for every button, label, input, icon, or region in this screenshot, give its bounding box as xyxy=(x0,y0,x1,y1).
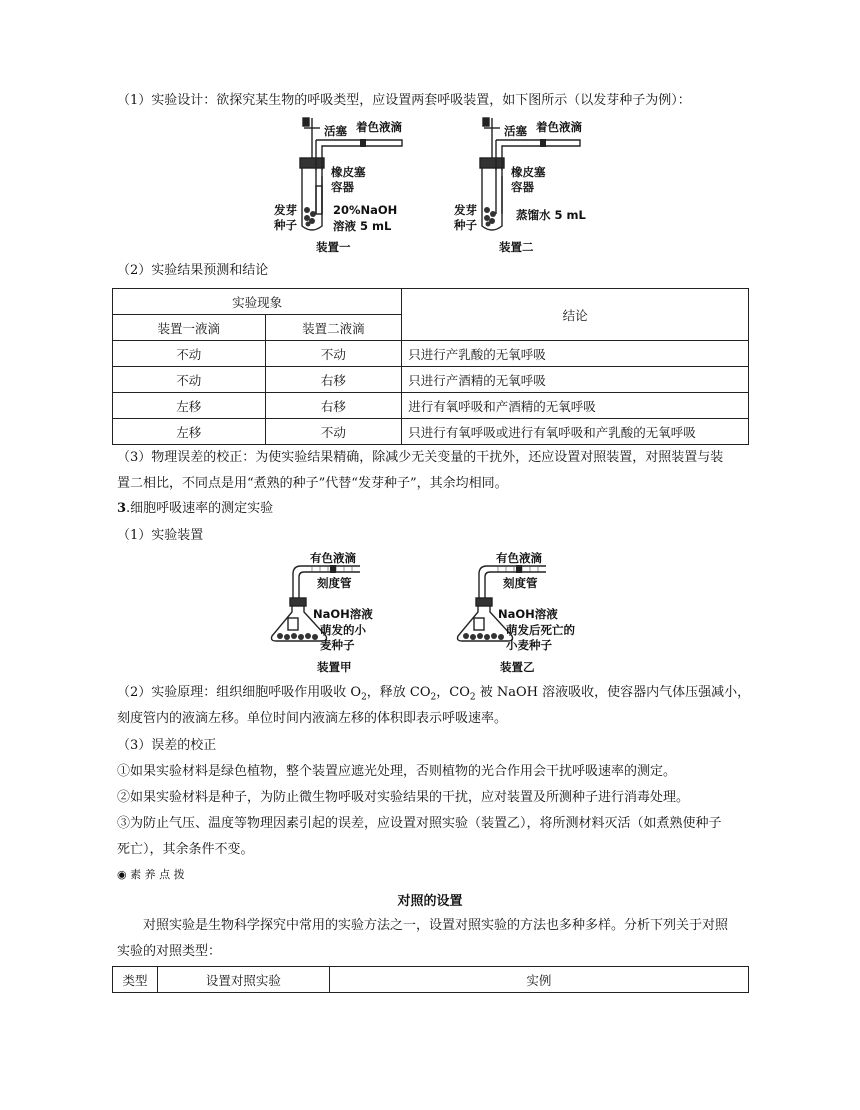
label-container-1: 容器 xyxy=(331,180,354,194)
label-drop-b: 有色液滴 xyxy=(496,551,542,565)
th-conclusion: 结论 xyxy=(402,289,749,341)
cell-conclusion: 只进行有氧呼吸或进行有氧呼吸和产乳酸的无氧呼吸 xyxy=(402,419,749,445)
subscript: 2 xyxy=(361,692,367,703)
error-correction-title: （3）误差的校正 xyxy=(117,738,217,753)
principle-part: ，CO xyxy=(436,685,470,700)
label-seed-2a: 发芽 xyxy=(454,203,477,217)
cell-conclusion: 进行有氧呼吸和产酒精的无氧呼吸 xyxy=(402,393,749,419)
label-seed-1b: 种子 xyxy=(274,218,297,232)
label-tube-a: 刻度管 xyxy=(317,576,352,590)
label-stopper-2: 橡皮塞 xyxy=(511,165,546,179)
tip-paragraph-2: 实验的对照类型： xyxy=(117,944,222,959)
caption-device-1: 装置一 xyxy=(316,240,351,254)
apparatus-title: （1）实验装置 xyxy=(117,528,204,543)
label-naoh-b: NaOH溶液 xyxy=(498,607,558,621)
principle-part: （2）实验原理：组织细胞呼吸作用吸收 O xyxy=(117,685,362,700)
caption-device-2: 装置二 xyxy=(499,240,534,254)
cell-d2: 右移 xyxy=(265,367,402,393)
section-title: .细胞呼吸速率的测定实验 xyxy=(126,501,274,516)
label-seed-2b: 种子 xyxy=(454,218,477,232)
principle-text-2: 刻度管内的液滴左移。单位时间内液滴左移的体积即表示呼吸速率。 xyxy=(117,711,508,726)
th-example: 实例 xyxy=(329,967,748,993)
label-seed-1a: 发芽 xyxy=(274,203,297,217)
label-container-2: 容器 xyxy=(511,180,534,194)
subscript: 2 xyxy=(430,692,437,703)
label-naoh-2: 溶液 5 mL xyxy=(333,219,392,233)
label-drop-2: 着色液滴 xyxy=(536,120,582,134)
correction-2: ②如果实验材料是种子，为防止微生物呼吸对实验结果的干扰，应对装置及所测种子进行消毒处理。 xyxy=(117,790,690,805)
label-seed-a2: 麦种子 xyxy=(320,638,355,652)
cell-conclusion: 只进行产乳酸的无氧呼吸 xyxy=(402,341,749,367)
label-seed-b1: 萌发后死亡的 xyxy=(506,623,575,637)
tip-paragraph-1: 对照实验是生物科学探究中常用的实验方法之一，设置对照实验的方法也多种多样。分析下列关于对照 xyxy=(143,918,729,933)
principle-part: 被 NaOH 溶液吸收，使容器内气体压强减小， xyxy=(475,685,751,700)
result-title: （2）实验结果预测和结论 xyxy=(117,263,269,278)
label-water: 蒸馏水 5 mL xyxy=(516,208,586,222)
subscript: 2 xyxy=(469,692,476,703)
cell-d2: 不动 xyxy=(265,341,402,367)
label-tube-b: 刻度管 xyxy=(503,576,538,590)
design-text: （1）实验设计：欲探究某生物的呼吸类型，应设置两套呼吸装置，如下图所示（以发芽种子为例）： xyxy=(117,93,691,108)
th-device1: 装置一液滴 xyxy=(113,315,266,341)
cell-d1: 不动 xyxy=(113,341,266,367)
label-seed-b2: 小麦种子 xyxy=(506,638,552,652)
label-stopper-1: 橡皮塞 xyxy=(331,165,366,179)
correction-1: ①如果实验材料是绿色植物，整个装置应遮光处理，否则植物的光合作用会干扰呼吸速率的测定。 xyxy=(117,764,677,779)
principle-part: ，释放 CO xyxy=(366,685,431,700)
label-drop-a: 有色液滴 xyxy=(310,551,356,565)
label-seed-a1: 萌发的小 xyxy=(320,623,366,637)
label-naoh-1: 20%NaOH xyxy=(333,203,398,217)
error-text-2: 置二相比，不同点是用“煮熟的种子”代替“发芽种子”，其余均相同。 xyxy=(117,476,508,491)
principle-text-1 xyxy=(117,684,750,707)
th-device2: 装置二液滴 xyxy=(265,315,402,341)
tip-heading: ◉ 素 养 点 拨 xyxy=(117,868,185,881)
label-naoh-a: NaOH溶液 xyxy=(313,607,373,621)
tip-title: 对照的设置 xyxy=(397,894,463,909)
cell-conclusion: 只进行产酒精的无氧呼吸 xyxy=(402,367,749,393)
label-stopcock-2: 活塞 xyxy=(504,124,527,138)
section-number: 3 xyxy=(117,501,127,516)
cell-d2: 右移 xyxy=(265,393,402,419)
cell-d1: 左移 xyxy=(113,419,266,445)
cell-d1: 左移 xyxy=(113,393,266,419)
th-setting: 设置对照实验 xyxy=(157,967,329,993)
error-text-1: （3）物理误差的校正：为使实验结果精确，除减少无关变量的干扰外，还应设置对照装置，对照装置与装 xyxy=(117,450,724,465)
label-stopcock-1: 活塞 xyxy=(324,124,347,138)
cell-d2: 不动 xyxy=(265,419,402,445)
th-type: 类型 xyxy=(113,967,158,993)
label-drop-1: 着色液滴 xyxy=(356,120,402,134)
th-phenomenon: 实验现象 xyxy=(113,289,402,315)
correction-3a: ③为防止气压、温度等物理因素引起的误差，应设置对照实验（装置乙），将所测材料灭活（如煮熟使种子 xyxy=(117,816,722,831)
correction-3b: 死亡），其余条件不变。 xyxy=(117,842,254,857)
control-type-table xyxy=(112,966,749,993)
cell-d1: 不动 xyxy=(113,367,266,393)
caption-device-b: 装置乙 xyxy=(500,660,535,674)
caption-device-a: 装置甲 xyxy=(317,660,352,674)
